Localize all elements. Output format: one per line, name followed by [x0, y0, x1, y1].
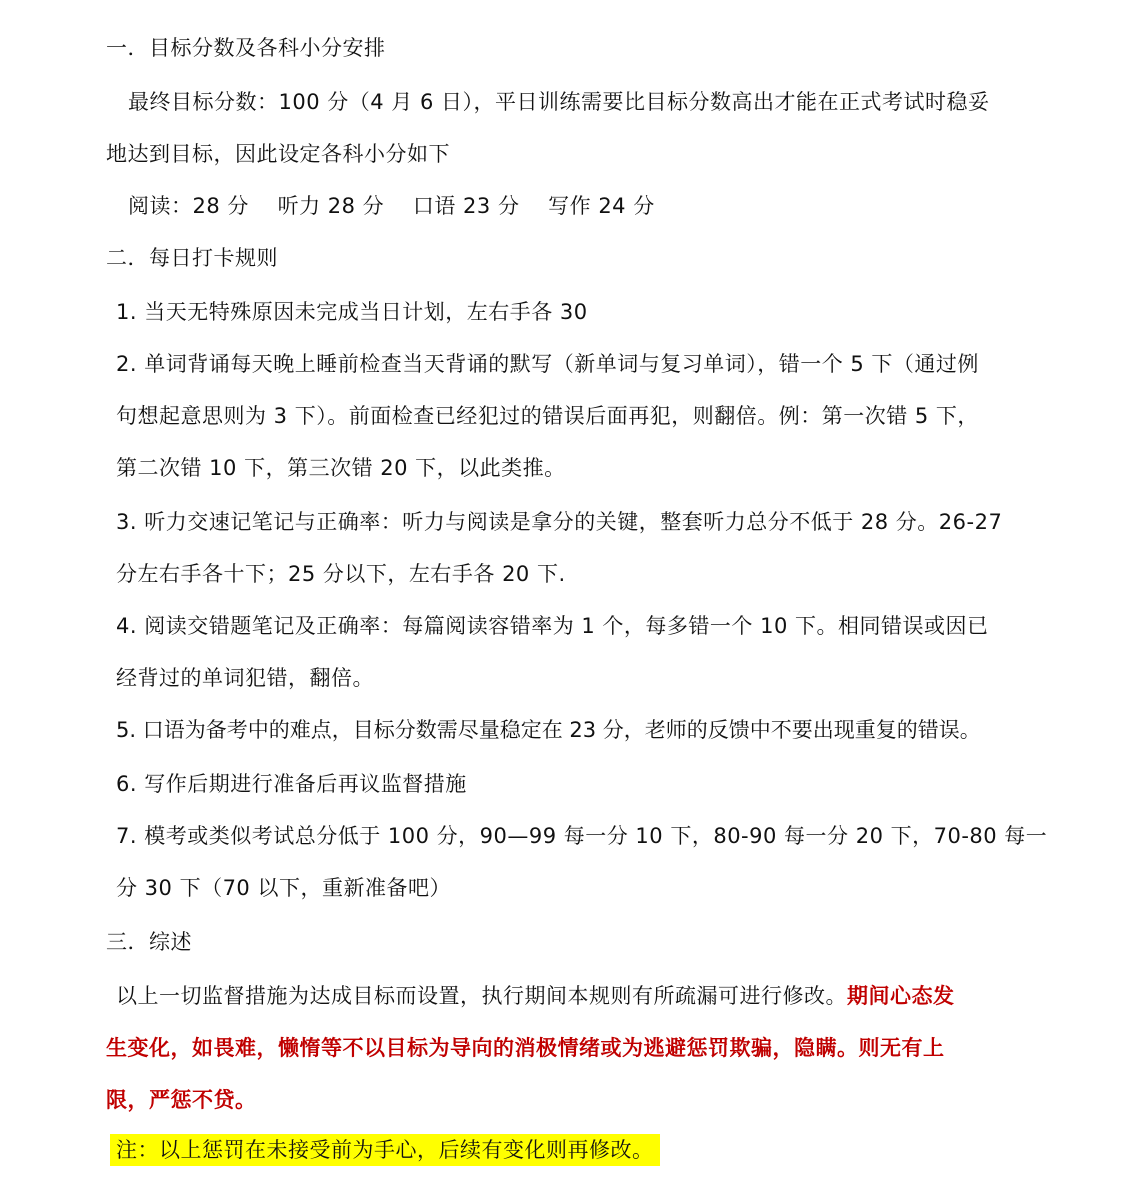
- summary-line1-normal: 以上一切监督措施为达成目标而设置，执行期间本规则有所疏漏可进行修改。: [116, 984, 847, 1008]
- rule-3-line1: 3. 听力交速记笔记与正确率：听力与阅读是拿分的关键，整套听力总分不低于 28 分。26-27: [116, 510, 1003, 534]
- section3-heading: 三．综述: [106, 930, 192, 954]
- rule-3-line2: 分左右手各十下；25 分以下，左右手各 20 下.: [116, 562, 566, 586]
- summary-line3-emphasis: 限，严惩不贷。: [106, 1088, 257, 1112]
- rule-1: 1. 当天无特殊原因未完成当日计划，左右手各 30: [116, 300, 588, 324]
- rule-2-line1: 2. 单词背诵每天晚上睡前检查当天背诵的默写（新单词与复习单词），错一个 5 下（通过例: [116, 352, 979, 376]
- highlighted-note: 注：以上惩罚在未接受前为手心，后续有变化则再修改。: [110, 1134, 660, 1166]
- rule-6: 6. 写作后期进行准备后再议监督措施: [116, 772, 467, 796]
- section2-heading: 二．每日打卡规则: [106, 246, 278, 270]
- section1-intro-line1: 最终目标分数：100 分（4 月 6 日），平日训练需要比目标分数高出才能在正式考试时稳妥: [128, 90, 990, 114]
- summary-line2-emphasis: 生变化，如畏难，懒惰等不以目标为导向的消极情绪或为逃避惩罚欺骗，隐瞒。则无有上: [106, 1036, 945, 1060]
- rule-2-line3: 第二次错 10 下，第三次错 20 下，以此类推。: [116, 456, 566, 480]
- rule-2-line2: 句想起意思则为 3 下）。前面检查已经犯过的错误后面再犯，则翻倍。例：第一次错 5 下，: [116, 404, 979, 428]
- rule-4-line2: 经背过的单词犯错，翻倍。: [116, 666, 374, 690]
- rule-5: 5. 口语为备考中的难点，目标分数需尽量稳定在 23 分，老师的反馈中不要出现重复的错误。: [116, 718, 981, 742]
- section1-scores: 阅读：28 分 听力 28 分 口语 23 分 写作 24 分: [128, 194, 655, 218]
- rule-7-line1: 7. 模考或类似考试总分低于 100 分，90—99 每一分 10 下，80-90 每一分 20 下，70-80 每一: [116, 824, 1048, 848]
- rule-7-line2: 分 30 下（70 以下，重新准备吧）: [116, 876, 451, 900]
- note-line: [110, 1134, 660, 1166]
- section1-heading: 一．目标分数及各科小分安排: [106, 36, 386, 60]
- summary-line1: [116, 980, 955, 1012]
- summary-line1-emphasis: 期间心态发: [847, 984, 955, 1008]
- section1-intro-line2: 地达到目标，因此设定各科小分如下: [106, 142, 450, 166]
- rule-4-line1: 4. 阅读交错题笔记及正确率：每篇阅读容错率为 1 个，每多错一个 10 下。相同错误或因已: [116, 614, 989, 638]
